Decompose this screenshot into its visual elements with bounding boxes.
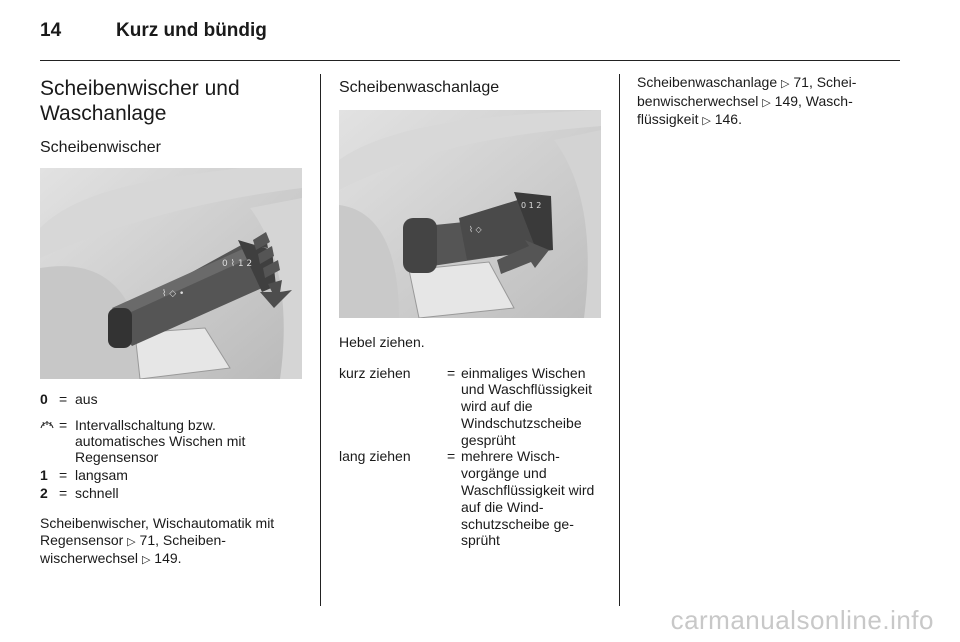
legend-value: schnell — [75, 485, 119, 501]
legend-eq: = — [59, 485, 68, 501]
page-ref-link[interactable]: 146 — [714, 111, 739, 127]
subsection-heading: Scheibenwaschanlage — [339, 79, 500, 96]
washer-eq: = — [447, 364, 456, 381]
watermark: carmanualsonline.info — [670, 605, 934, 635]
legend-key: 1 — [40, 467, 48, 483]
washer-value: einmaliges Wischen und Waschflüssigkeit wird auf die Windschutzscheibe gesprüht — [461, 364, 592, 448]
washer-row-long — [339, 448, 603, 549]
legend-value: Intervallschaltung bzw. automatisches Wischen mit Regensensor — [75, 417, 246, 465]
switch-legend — [40, 391, 304, 501]
column-divider-left — [320, 74, 321, 606]
page-ref-arrow-icon: ▷ — [702, 115, 711, 127]
legend-key: 0 — [40, 391, 48, 407]
interval-wipe-icon — [40, 417, 59, 465]
page-ref-arrow-icon: ▷ — [762, 96, 771, 109]
legend-eq: = — [59, 467, 68, 483]
washer-row-short — [339, 365, 603, 449]
legend-row-fast — [40, 485, 304, 501]
svg-text:⌇ ◇: ⌇ ◇ — [469, 225, 482, 234]
legend-eq: = — [59, 391, 68, 407]
page-ref-link[interactable]: 71 — [139, 531, 156, 548]
washer-lever-illustration — [339, 110, 601, 318]
washer-table — [339, 365, 603, 550]
subsection-heading: Scheibenwischer — [40, 139, 161, 156]
washer-eq: = — [447, 448, 456, 465]
legend-row-slow — [40, 467, 304, 483]
legend-key: 2 — [40, 485, 48, 501]
legend-value: aus — [75, 391, 98, 407]
column-wipers — [40, 74, 304, 569]
section-heading: Scheibenwischer und Waschanlage — [40, 77, 240, 125]
washer-key: lang ziehen — [339, 448, 411, 465]
cross-reference-paragraph: Scheibenwischer, Wischautomatik mit Regensensor ▷ 71, Scheibenwischerwechsel ▷ 149. — [40, 515, 275, 566]
running-head: Kurz und bündig — [116, 20, 267, 41]
wiper-lever-illustration — [40, 168, 302, 379]
legend-row-interval — [40, 417, 304, 465]
washer-intro: Hebel ziehen. — [339, 334, 425, 350]
column-references — [637, 74, 901, 130]
page-number: 14 — [40, 20, 62, 41]
page-ref-link[interactable]: 149 — [774, 92, 799, 109]
svg-text:⌇ ◇ •: ⌇ ◇ • — [162, 289, 185, 299]
column-washer — [339, 74, 603, 549]
washer-value: mehrere Wischvorgänge und Waschflüssigkeit wird auf die Windschutzscheibe gesprüht — [461, 448, 595, 549]
washer-key: kurz ziehen — [339, 364, 411, 381]
legend-eq: = — [59, 417, 68, 433]
svg-text:0 ⌇ 1 2: 0 ⌇ 1 2 — [222, 259, 253, 269]
page-ref-link[interactable]: 149 — [154, 550, 178, 566]
svg-text:0 1 2: 0 1 2 — [521, 201, 542, 210]
page-ref-arrow-icon: ▷ — [141, 554, 151, 566]
legend-row-off — [40, 391, 304, 407]
header-rule — [40, 60, 900, 61]
page-ref-arrow-icon: ▷ — [781, 78, 790, 90]
page-ref-arrow-icon: ▷ — [127, 535, 136, 548]
cross-reference-paragraph: Scheibenwaschanlage ▷ 71, Scheibenwischerwechsel ▷ 149, Waschflüssigkeit ▷ 146. — [637, 74, 857, 127]
page-ref-link[interactable]: 71 — [793, 74, 809, 90]
legend-value: langsam — [75, 467, 128, 483]
column-divider-right — [619, 74, 620, 606]
